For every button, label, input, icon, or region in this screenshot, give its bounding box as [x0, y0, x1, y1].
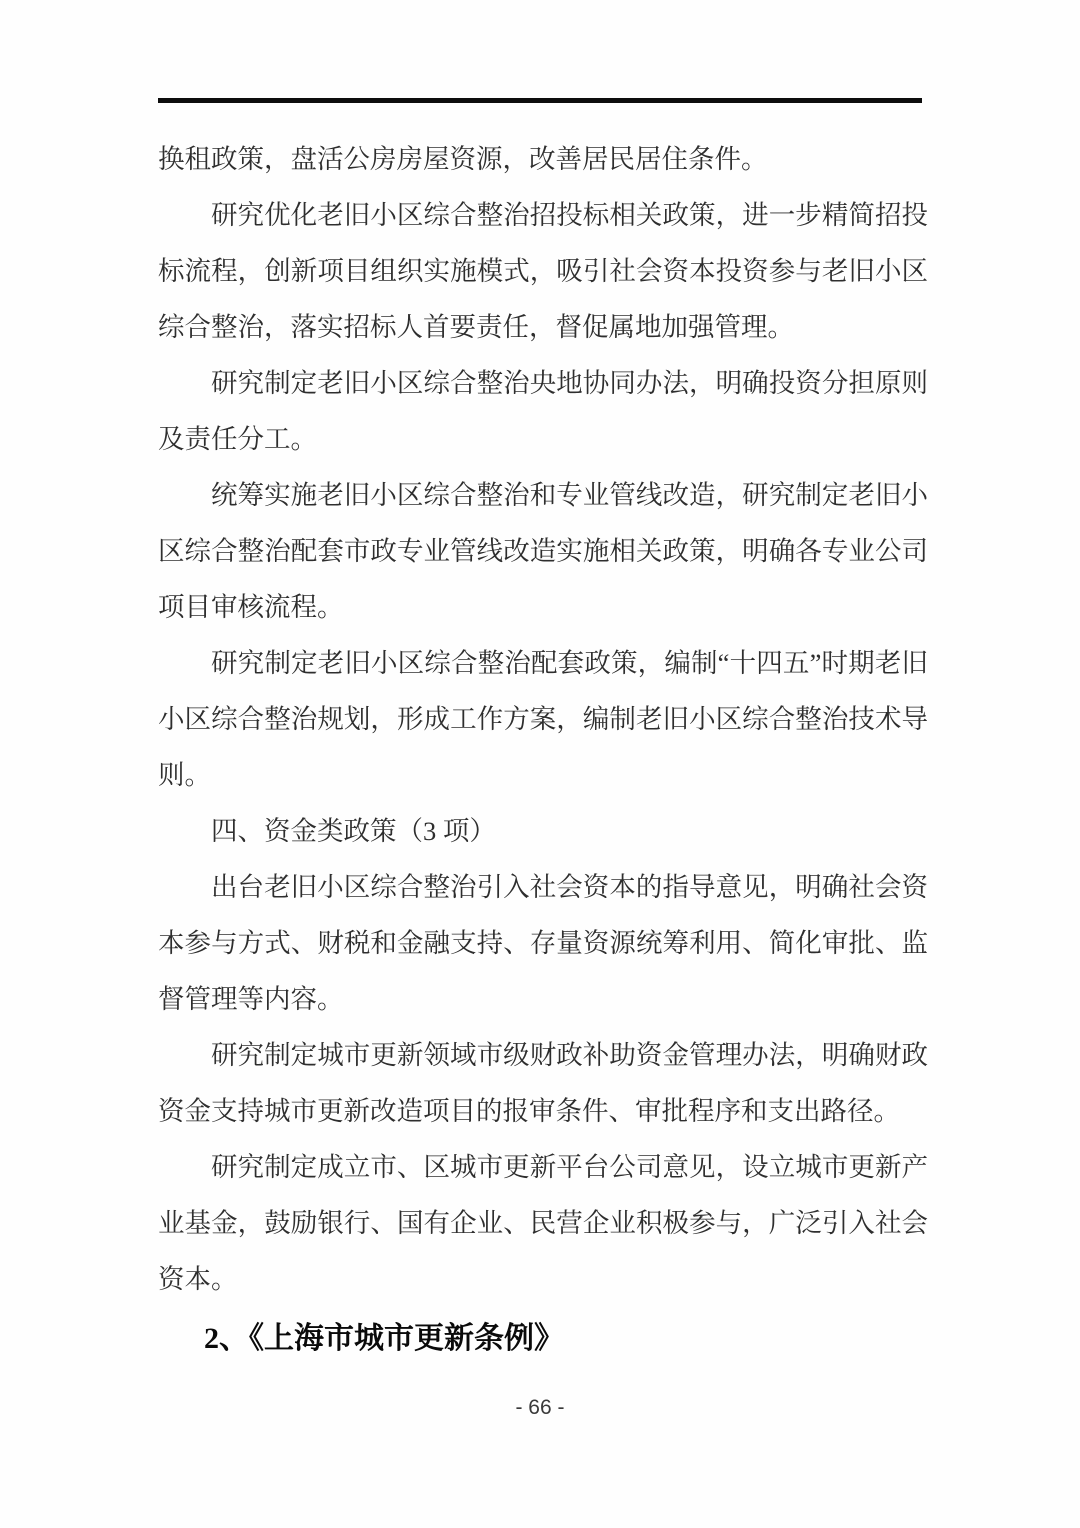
paragraph-pipeline-renovation: 统筹实施老旧小区综合整治和专业管线改造，研究制定老旧小区综合整治配套市政专业管线改造实施相关政策，明确各专业公司项目审核流程。: [158, 480, 928, 622]
paragraph-social-capital-guidance: 出台老旧小区综合整治引入社会资本的指导意见，明确社会资本参与方式、财税和金融支持、存量资源统筹利用、简化审批、监督管理等内容。: [158, 872, 928, 1014]
chapter-heading-shanghai-urban-renewal-regulation: 2、《上海市城市更新条例》: [204, 1322, 564, 1355]
paragraph-fiscal-subsidy-measures: 研究制定城市更新领域市级财政补助资金管理办法，明确财政资金支持城市更新改造项目的报审条件、审批程序和支出路径。: [158, 1040, 928, 1126]
header-rule: [158, 98, 922, 103]
section-heading-funding-policies: 四、资金类政策（3 项）: [211, 816, 496, 846]
paragraph-bidding-policy: 研究优化老旧小区综合整治招投标相关政策，进一步精简招投标流程，创新项目组织实施模式，吸引社会资本投资参与老旧小区综合整治，落实招标人首要责任，督促属地加强管理。: [158, 200, 928, 342]
page-number: - 66 -: [515, 1396, 565, 1419]
paragraph-supporting-policy-plan: 研究制定老旧小区综合整治配套政策，编制“十四五”时期老旧小区综合整治规划，形成工作方案，编制老旧小区综合整治技术导则。: [158, 648, 928, 790]
continuation-paragraph: 换租政策，盘活公房房屋资源，改善居民居住条件。: [158, 144, 768, 174]
document-body: [158, 131, 928, 1369]
paragraph-platform-company-fund: 研究制定成立市、区城市更新平台公司意见，设立城市更新产业基金，鼓励银行、国有企业、民营企业积极参与，广泛引入社会资本。: [158, 1152, 928, 1294]
paragraph-central-local-coordination: 研究制定老旧小区综合整治央地协同办法，明确投资分担原则及责任分工。: [158, 368, 928, 454]
